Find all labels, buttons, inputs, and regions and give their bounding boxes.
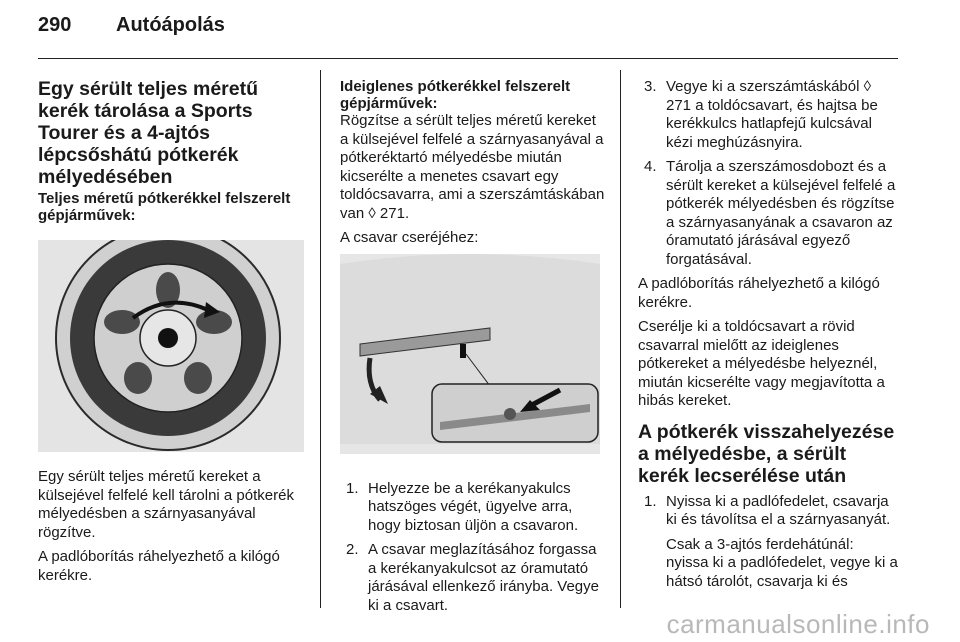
- watermark: carmanualsonline.info: [666, 609, 930, 639]
- column-3: [638, 68, 900, 597]
- steps-list: [638, 78, 900, 269]
- list-item: 3. Vegye ki a szerszámtáskából ◊ 271 a toldócsavart, és hajtsa be kerékkulcs hatlapfejű kulcsával kézi meghúzásnyira.: [644, 78, 878, 151]
- spare-wheel-illustration: [38, 240, 304, 452]
- paragraph-1: Rögzítse a sérült teljes méretű kereket a külsejével felfelé a szárnyasanyával a pótkeréktartó mélyedésbe miután kicserélte a menetes csavart egy toldócsavarra, ami a szerszámtáskában van ◊ 271.: [340, 112, 605, 222]
- section-subheading: Ideiglenes pótkerékkel felszerelt gépjárművek:: [340, 78, 571, 112]
- section-subheading: Teljes méretű pótkerékkel felszerelt gépjárművek:: [38, 190, 291, 224]
- column-2: [340, 68, 606, 621]
- section-heading: Egy sérült teljes méretű kerék tárolása a Sports Tourer és a 4-ajtós lépcsőshátú pótkerék mélyedésében: [38, 78, 259, 188]
- paragraph-2: A csavar cseréjéhez:: [340, 229, 479, 246]
- paragraph-1: Egy sérült teljes méretű kereket a külsejével felfelé kell tárolni a pótkerék mélyedésben a szárnyasanyával rögzítve.: [38, 468, 294, 541]
- steps-list: [340, 480, 606, 616]
- column-1: [38, 68, 306, 591]
- paragraph-1: A padlóborítás ráhelyezhető a kilógó kerékre.: [638, 275, 880, 311]
- chapter-title: Autóápolás: [116, 14, 225, 36]
- list-item: 1. Nyissa ki a padlófedelet, csavarja ki és távolítsa el a szárnyasanyát. Csak a 3-ajtós ferdehátúnál: nyissa ki a padlófedelet, vegye ki a hátsó tárolót, csavarja ki és: [644, 492, 898, 590]
- page-number: 290: [38, 14, 72, 36]
- list-item: 1. Helyezze be a kerékanyakulcs hatszöges végét, ügyelve arra, hogy biztosan üljön a csavaron.: [346, 479, 579, 534]
- list-item: 4. Tárolja a szerszámosdobozt és a sérült kereket a külsejével felfelé a pótkerék mélyedésben és rögzítse a szárnyasanyának a csavaron az óramutató járásával egyező forgatásával.: [644, 158, 896, 268]
- section-heading: A pótkerék visszahelyezése a mélyedésbe, a sérült kerék lecserélése után: [638, 420, 895, 487]
- column-divider-2: [620, 70, 621, 608]
- list-item: 2. A csavar meglazításához forgassa a kerékanyakulcsot az óramutató járásával ellenkező irányba. Vegye ki a csavart.: [346, 541, 599, 614]
- spare-wheel-figure: [38, 240, 304, 452]
- bolt-figure: [340, 254, 600, 454]
- steps-list: [638, 493, 900, 592]
- paragraph-2: Cserélje ki a toldócsavart a rövid csavarral mielőtt az ideiglenes pótkereket a mélyedésbe helyeznél, miután kicserélte vagy megjavította a hibás kereket.: [638, 318, 885, 409]
- bolt-replacement-illustration: [340, 254, 600, 454]
- header-rule: [38, 58, 898, 59]
- paragraph-2: A padlóborítás ráhelyezhető a kilógó kerékre.: [38, 548, 280, 584]
- column-divider-1: [320, 70, 321, 608]
